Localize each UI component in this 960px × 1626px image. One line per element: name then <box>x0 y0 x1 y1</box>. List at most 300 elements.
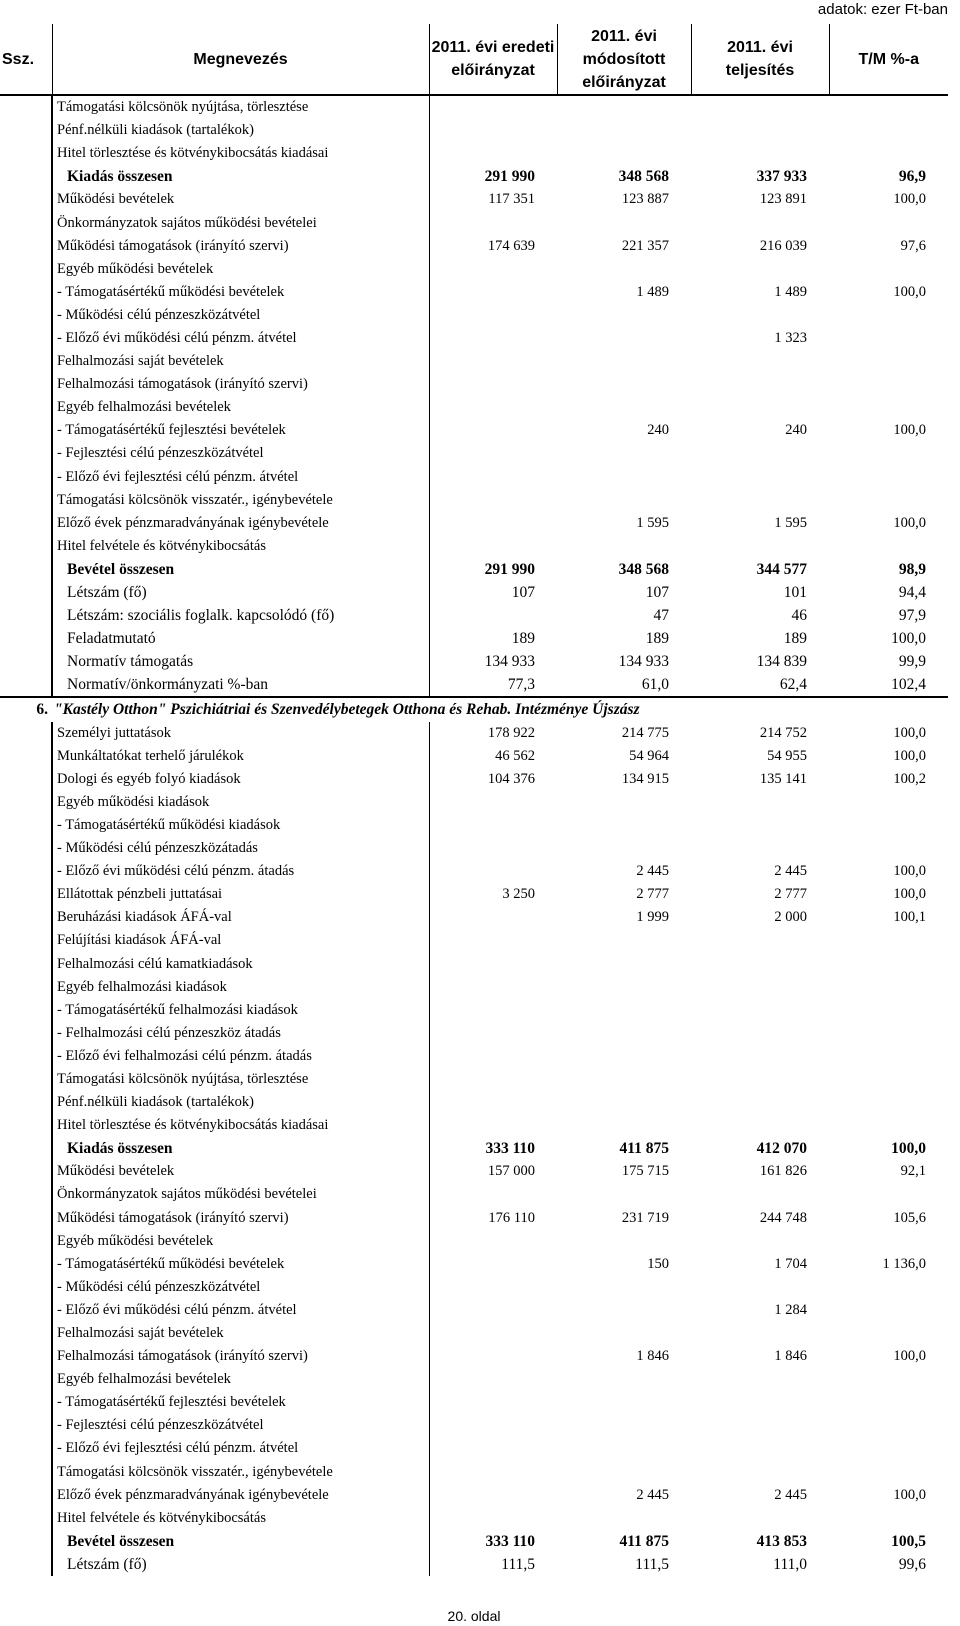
original-budget-cell <box>429 489 557 512</box>
actual-cell: 135 141 <box>759 770 807 787</box>
percentage-cell <box>829 258 948 281</box>
row-label: Normatív támogatás <box>67 653 194 671</box>
modified-budget-cell: 411 875 <box>619 1140 669 1158</box>
percentage-cell: 100,0 <box>891 1140 926 1158</box>
modified-budget-cell <box>557 1091 691 1114</box>
percentage-cell <box>829 95 948 119</box>
actual-cell <box>691 929 829 952</box>
row-label: Bevétel összesen <box>67 1532 175 1550</box>
original-budget-cell <box>429 258 557 281</box>
table-row <box>0 883 948 906</box>
table-row <box>0 1322 948 1345</box>
row-label: Egyéb működési kiadások <box>57 793 210 810</box>
table-row <box>0 1068 948 1091</box>
row-label: Pénf.nélküli kiadások (tartalékok) <box>57 122 254 139</box>
actual-cell <box>691 1322 829 1345</box>
table-row <box>0 1507 948 1530</box>
original-budget-cell <box>429 95 557 119</box>
original-budget-cell <box>429 466 557 489</box>
row-label: Létszám: szociális foglalk. kapcsolódó (fő) <box>67 607 335 625</box>
row-label: - Előző évi működési célú pénzm. átadás <box>57 863 295 880</box>
table-row <box>0 1183 948 1206</box>
modified-budget-cell <box>557 1022 691 1045</box>
percentage-cell <box>829 1461 948 1484</box>
original-budget-cell <box>429 1068 557 1091</box>
actual-cell <box>691 350 829 373</box>
actual-cell: 1 846 <box>774 1348 807 1365</box>
modified-budget-cell: 47 <box>653 607 669 625</box>
table-row <box>0 1022 948 1045</box>
modified-budget-cell <box>557 1322 691 1345</box>
modified-budget-cell <box>557 1299 691 1322</box>
actual-cell: 1 489 <box>774 283 807 300</box>
original-budget-cell <box>429 119 557 142</box>
table-row <box>0 258 948 281</box>
row-label: Hitel törlesztése és kötvénykibocsátás kiadásai <box>57 145 329 162</box>
actual-cell <box>691 976 829 999</box>
modified-budget-cell <box>557 814 691 837</box>
row-label: Felhalmozási célú kamatkiadások <box>57 955 253 972</box>
row-ssz-cell <box>0 650 52 673</box>
original-budget-cell <box>429 604 557 627</box>
modified-budget-cell: 189 <box>645 630 669 648</box>
percentage-cell <box>829 976 948 999</box>
percentage-cell <box>829 1507 948 1530</box>
actual-cell: 111,0 <box>773 1555 807 1573</box>
original-budget-cell <box>429 1045 557 1068</box>
row-label: Beruházási kiadások ÁFÁ-val <box>57 909 232 926</box>
actual-cell: 2 445 <box>774 1486 807 1503</box>
row-label: Előző évek pénzmaradványának igénybevétele <box>57 514 329 531</box>
actual-cell <box>691 1091 829 1114</box>
actual-cell <box>691 1507 829 1530</box>
percentage-cell <box>829 535 948 558</box>
original-budget-cell: 111,5 <box>429 1553 557 1576</box>
row-label: - Támogatásértékű fejlesztési bevételek <box>57 422 286 439</box>
table-row <box>0 1299 948 1322</box>
actual-cell: 337 933 <box>756 168 807 186</box>
actual-cell <box>691 1276 829 1299</box>
actual-cell: 1 284 <box>774 1301 807 1318</box>
percentage-cell: 100,0 <box>893 863 926 880</box>
row-ssz-cell <box>0 1137 52 1160</box>
row-label: - Támogatásértékű működési bevételek <box>57 283 285 300</box>
percentage-cell <box>829 1322 948 1345</box>
header-original-budget: 2011. évi eredeti előirányzat <box>429 24 557 95</box>
row-ssz-cell <box>0 1322 52 1345</box>
row-label: Működési bevételek <box>57 1163 175 1180</box>
header-percentage: T/M %-a <box>829 24 948 95</box>
actual-cell <box>691 952 829 975</box>
modified-budget-cell: 150 <box>647 1255 669 1272</box>
original-budget-cell <box>429 1022 557 1045</box>
modified-budget-cell <box>557 1183 691 1206</box>
row-ssz-cell <box>0 304 52 327</box>
modified-budget-cell: 231 719 <box>621 1209 669 1226</box>
percentage-cell: 97,9 <box>898 607 926 625</box>
row-label: Munkáltatókat terhelő járulékok <box>57 747 244 764</box>
section-number: 6. <box>0 697 52 721</box>
percentage-cell <box>829 1091 948 1114</box>
percentage-cell: 105,6 <box>893 1209 926 1226</box>
row-label: - Működési célú pénzeszközátvétel <box>57 306 261 323</box>
row-ssz-cell <box>0 1461 52 1484</box>
percentage-cell <box>829 1276 948 1299</box>
modified-budget-cell: 107 <box>645 584 669 602</box>
table-row <box>0 906 948 929</box>
original-budget-cell <box>429 1253 557 1276</box>
modified-budget-cell: 61,0 <box>641 676 669 694</box>
table-row <box>0 1530 948 1553</box>
row-ssz-cell <box>0 235 52 258</box>
row-label: Pénf.nélküli kiadások (tartalékok) <box>57 1094 254 1111</box>
row-ssz-cell <box>0 999 52 1022</box>
row-label: Feladatmutató <box>67 630 156 648</box>
row-ssz-cell <box>0 327 52 350</box>
original-budget-cell <box>429 860 557 883</box>
row-label: - Felhalmozási célú pénzeszköz átadás <box>57 1024 281 1041</box>
table-row <box>0 558 948 581</box>
original-budget-cell <box>429 512 557 535</box>
row-ssz-cell <box>0 883 52 906</box>
actual-cell <box>691 119 829 142</box>
row-ssz-cell <box>0 627 52 650</box>
table-body <box>0 95 948 1576</box>
percentage-cell <box>829 119 948 142</box>
modified-budget-cell <box>557 976 691 999</box>
row-ssz-cell <box>0 1253 52 1276</box>
row-ssz-cell <box>0 350 52 373</box>
percentage-cell <box>829 442 948 465</box>
row-label: Működési bevételek <box>57 191 175 208</box>
original-budget-cell: 174 639 <box>429 235 557 258</box>
original-budget-cell <box>429 929 557 952</box>
percentage-cell: 98,9 <box>898 560 926 578</box>
original-budget-cell <box>429 1391 557 1414</box>
table-row <box>0 211 948 234</box>
row-ssz-cell <box>0 906 52 929</box>
table-row <box>0 235 948 258</box>
table-row <box>0 512 948 535</box>
row-ssz-cell <box>0 142 52 165</box>
original-budget-cell <box>429 281 557 304</box>
original-budget-cell: 333 110 <box>429 1530 557 1553</box>
table-row <box>0 1345 948 1368</box>
row-label: Ellátottak pénzbeli juttatásai <box>57 886 223 903</box>
row-label: Hitel törlesztése és kötvénykibocsátás kiadásai <box>57 1117 329 1134</box>
row-ssz-cell <box>0 1114 52 1137</box>
modified-budget-cell: 348 568 <box>618 168 669 186</box>
modified-budget-cell: 1 999 <box>636 909 669 926</box>
original-budget-cell <box>429 1276 557 1299</box>
header-ssz: Ssz. <box>0 24 52 95</box>
percentage-cell <box>829 1230 948 1253</box>
original-budget-cell <box>429 211 557 234</box>
table-row <box>0 929 948 952</box>
percentage-cell <box>829 999 948 1022</box>
table-row <box>0 999 948 1022</box>
actual-cell: 1 323 <box>774 329 807 346</box>
original-budget-cell: 3 250 <box>429 883 557 906</box>
actual-cell <box>691 489 829 512</box>
percentage-cell: 100,2 <box>893 770 926 787</box>
original-budget-cell <box>429 1183 557 1206</box>
original-budget-cell <box>429 906 557 929</box>
percentage-cell: 100,0 <box>893 191 926 208</box>
percentage-cell: 99,6 <box>898 1555 926 1573</box>
original-budget-cell <box>429 1461 557 1484</box>
percentage-cell <box>829 304 948 327</box>
table-row <box>0 1091 948 1114</box>
table-row <box>0 604 948 627</box>
row-ssz-cell <box>0 814 52 837</box>
table-row <box>0 1230 948 1253</box>
modified-budget-cell <box>557 1045 691 1068</box>
actual-cell: 2 777 <box>774 886 807 903</box>
modified-budget-cell <box>557 119 691 142</box>
percentage-cell <box>829 929 948 952</box>
original-budget-cell <box>429 952 557 975</box>
row-label: - Működési célú pénzeszközátvétel <box>57 1278 261 1295</box>
actual-cell: 244 748 <box>759 1209 807 1226</box>
actual-cell <box>691 304 829 327</box>
row-ssz-cell <box>0 1484 52 1507</box>
table-row <box>0 627 948 650</box>
table-row <box>0 373 948 396</box>
row-ssz-cell <box>0 1230 52 1253</box>
table-row <box>0 327 948 350</box>
row-label: - Támogatásértékű működési bevételek <box>57 1255 285 1272</box>
row-ssz-cell <box>0 419 52 442</box>
modified-budget-cell: 348 568 <box>618 560 669 578</box>
modified-budget-cell <box>557 1507 691 1530</box>
row-label: Dologi és egyéb folyó kiadások <box>57 770 241 787</box>
row-ssz-cell <box>0 860 52 883</box>
original-budget-cell <box>429 837 557 860</box>
row-ssz-cell <box>0 1183 52 1206</box>
row-label: Egyéb működési bevételek <box>57 260 214 277</box>
actual-cell <box>691 1437 829 1460</box>
modified-budget-cell <box>557 373 691 396</box>
row-label: Önkormányzatok sajátos működési bevételei <box>57 1186 317 1203</box>
row-label: Támogatási kölcsönök visszatér., igénybevétele <box>57 1463 333 1480</box>
actual-cell: 62,4 <box>779 676 807 694</box>
row-label: Felhalmozási saját bevételek <box>57 353 224 370</box>
row-ssz-cell <box>0 211 52 234</box>
modified-budget-cell: 175 715 <box>621 1163 669 1180</box>
original-budget-cell <box>429 350 557 373</box>
actual-cell: 54 955 <box>767 747 807 764</box>
row-label: Felhalmozási támogatások (irányító szervi) <box>57 376 308 393</box>
actual-cell <box>691 1230 829 1253</box>
table-row <box>0 1461 948 1484</box>
percentage-cell <box>829 327 948 350</box>
row-label: Támogatási kölcsönök visszatér., igénybevétele <box>57 491 333 508</box>
table-row <box>0 350 948 373</box>
table-row <box>0 419 948 442</box>
actual-cell: 101 <box>783 584 807 602</box>
table-row <box>0 1391 948 1414</box>
row-ssz-cell <box>0 558 52 581</box>
modified-budget-cell <box>557 211 691 234</box>
modified-budget-cell: 134 933 <box>618 653 669 671</box>
original-budget-cell: 134 933 <box>429 650 557 673</box>
table-row <box>0 489 948 512</box>
modified-budget-cell: 2 445 <box>636 863 669 880</box>
original-budget-cell <box>429 442 557 465</box>
table-row <box>0 119 948 142</box>
table-row <box>0 673 948 697</box>
header-modified-budget: 2011. évi módosított előirányzat <box>557 24 691 95</box>
header-actual: 2011. évi teljesítés <box>691 24 829 95</box>
row-label: - Fejlesztési célú pénzeszközátvétel <box>57 1417 264 1434</box>
actual-cell <box>691 258 829 281</box>
actual-cell <box>691 837 829 860</box>
percentage-cell <box>829 791 948 814</box>
table-row <box>0 1114 948 1137</box>
row-ssz-cell <box>0 1068 52 1091</box>
modified-budget-cell <box>557 304 691 327</box>
modified-budget-cell: 134 915 <box>621 770 669 787</box>
modified-budget-cell <box>557 1437 691 1460</box>
row-label: - Támogatásértékű felhalmozási kiadások <box>57 1001 298 1018</box>
actual-cell <box>691 142 829 165</box>
actual-cell <box>691 1391 829 1414</box>
modified-budget-cell: 411 875 <box>619 1532 669 1550</box>
modified-budget-cell <box>557 1114 691 1137</box>
actual-cell <box>691 95 829 119</box>
modified-budget-cell <box>557 1414 691 1437</box>
row-ssz-cell <box>0 281 52 304</box>
modified-budget-cell <box>557 442 691 465</box>
row-label: Kiadás összesen <box>67 1140 173 1158</box>
percentage-cell <box>829 211 948 234</box>
modified-budget-cell: 221 357 <box>621 237 669 254</box>
modified-budget-cell <box>557 258 691 281</box>
table-row <box>0 860 948 883</box>
header-name: Megnevezés <box>52 24 429 95</box>
table-row <box>0 650 948 673</box>
percentage-cell <box>829 466 948 489</box>
modified-budget-cell <box>557 466 691 489</box>
percentage-cell <box>829 952 948 975</box>
actual-cell: 134 839 <box>756 653 807 671</box>
percentage-cell <box>829 1045 948 1068</box>
row-ssz-cell <box>0 604 52 627</box>
row-label: - Fejlesztési célú pénzeszközátvétel <box>57 445 264 462</box>
actual-cell: 214 752 <box>759 724 807 741</box>
row-ssz-cell <box>0 976 52 999</box>
percentage-cell: 92,1 <box>900 1163 926 1180</box>
row-label: Kiadás összesen <box>67 168 173 186</box>
original-budget-cell <box>429 1368 557 1391</box>
table-row <box>0 1484 948 1507</box>
actual-cell <box>691 1414 829 1437</box>
actual-cell: 189 <box>783 630 807 648</box>
percentage-cell <box>829 1368 948 1391</box>
modified-budget-cell <box>557 999 691 1022</box>
row-ssz-cell <box>0 1299 52 1322</box>
original-budget-cell: 291 990 <box>429 558 557 581</box>
percentage-cell <box>829 396 948 419</box>
modified-budget-cell <box>557 142 691 165</box>
actual-cell <box>691 999 829 1022</box>
modified-budget-cell <box>557 1230 691 1253</box>
modified-budget-cell <box>557 535 691 558</box>
percentage-cell: 96,9 <box>898 168 926 186</box>
row-label: - Támogatásértékű fejlesztési bevételek <box>57 1394 286 1411</box>
modified-budget-cell: 54 964 <box>629 747 669 764</box>
row-label: Támogatási kölcsönök nyújtása, törlesztése <box>57 99 309 116</box>
percentage-cell: 99,9 <box>898 653 926 671</box>
original-budget-cell <box>429 1345 557 1368</box>
table-row <box>0 1437 948 1460</box>
row-ssz-cell <box>0 466 52 489</box>
original-budget-cell <box>429 535 557 558</box>
actual-cell <box>691 442 829 465</box>
section-title: "Kastély Otthon" Pszichiátriai és Szenvedélybetegek Otthona és Rehab. Intézménye Újszász <box>52 697 948 721</box>
original-budget-cell <box>429 419 557 442</box>
table-row <box>0 837 948 860</box>
percentage-cell: 102,4 <box>891 676 926 694</box>
table-row <box>0 396 948 419</box>
row-label: Egyéb felhalmozási kiadások <box>57 978 227 995</box>
row-label: Egyéb felhalmozási bevételek <box>57 1371 231 1388</box>
table-row <box>0 165 948 188</box>
row-label: Személyi juttatások <box>57 724 171 741</box>
row-ssz-cell <box>0 396 52 419</box>
percentage-cell: 100,0 <box>893 1348 926 1365</box>
percentage-cell: 1 136,0 <box>882 1255 926 1272</box>
original-budget-cell <box>429 1322 557 1345</box>
row-ssz-cell <box>0 1022 52 1045</box>
actual-cell: 216 039 <box>759 237 807 254</box>
row-label: Hitel felvétele és kötvénykibocsátás <box>57 1509 266 1526</box>
original-budget-cell <box>429 1091 557 1114</box>
row-label: Felújítási kiadások ÁFÁ-val <box>57 932 222 949</box>
modified-budget-cell: 2 445 <box>636 1486 669 1503</box>
row-ssz-cell <box>0 1091 52 1114</box>
row-ssz-cell <box>0 442 52 465</box>
modified-budget-cell: 111,5 <box>635 1555 669 1573</box>
row-label: Egyéb felhalmozási bevételek <box>57 399 231 416</box>
table-row <box>0 581 948 604</box>
original-budget-cell: 157 000 <box>429 1160 557 1183</box>
row-label: Egyéb működési bevételek <box>57 1232 214 1249</box>
percentage-cell: 100,0 <box>893 886 926 903</box>
row-ssz-cell <box>0 929 52 952</box>
budget-table <box>0 24 948 1576</box>
original-budget-cell: 189 <box>429 627 557 650</box>
original-budget-cell <box>429 396 557 419</box>
row-label: Működési támogatások (irányító szervi) <box>57 1209 289 1226</box>
row-ssz-cell <box>0 1345 52 1368</box>
original-budget-cell <box>429 1484 557 1507</box>
row-ssz-cell <box>0 1437 52 1460</box>
actual-cell <box>691 791 829 814</box>
table-row <box>0 442 948 465</box>
actual-cell <box>691 396 829 419</box>
row-ssz-cell <box>0 1553 52 1576</box>
percentage-cell <box>829 350 948 373</box>
row-ssz-cell <box>0 1368 52 1391</box>
row-ssz-cell <box>0 791 52 814</box>
table-row <box>0 1045 948 1068</box>
row-label: Létszám (fő) <box>67 584 147 602</box>
percentage-cell <box>829 814 948 837</box>
modified-budget-cell <box>557 396 691 419</box>
row-label: - Előző évi fejlesztési célú pénzm. átvétel <box>57 1440 299 1457</box>
